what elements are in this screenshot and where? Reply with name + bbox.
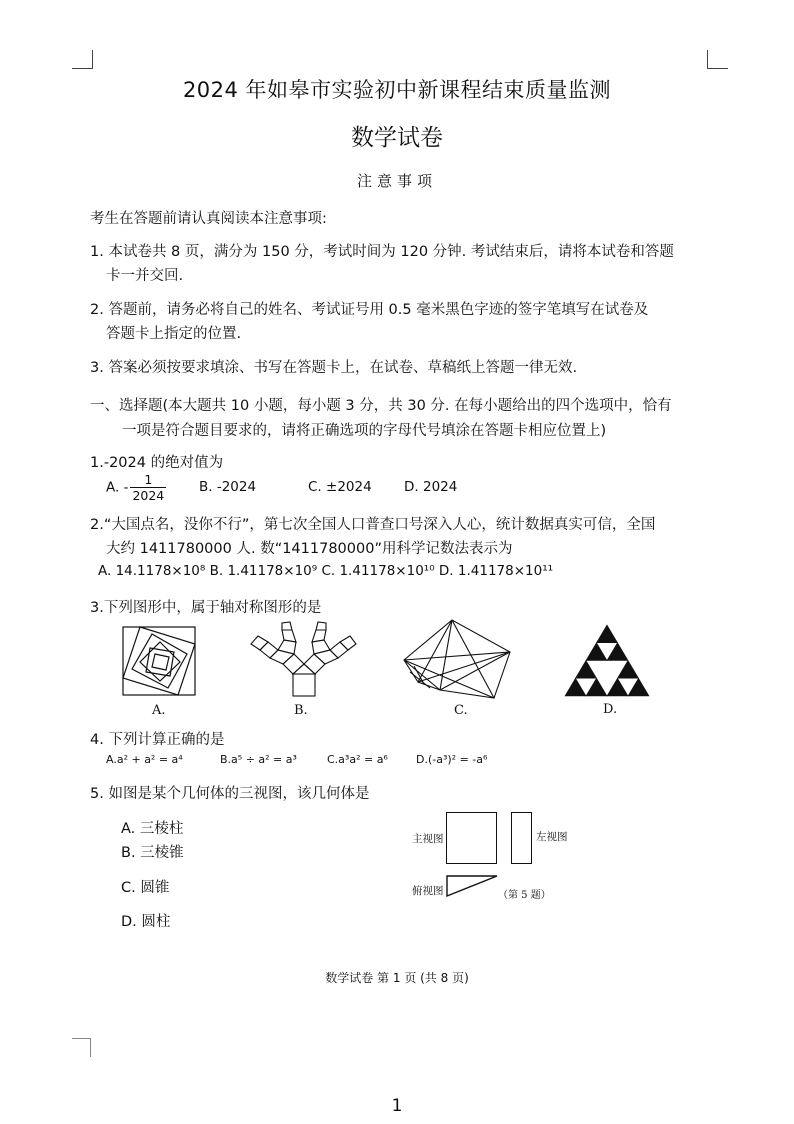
top-view-label: 俯视图 [412, 885, 444, 897]
sierpinski-piece [607, 678, 628, 696]
instruction-1-line1: 1. 本试卷共 8 页，满分为 150 分，考试时间为 120 分钟. 考试结束后，请将本试卷和答题 [90, 244, 674, 260]
tree-right-branch-2 [330, 642, 348, 658]
q3-figure-b [248, 620, 356, 700]
q1-option-c: C. ±2024 [308, 479, 372, 495]
q5-figure-caption: （第 5 题） [498, 890, 551, 901]
q3-figure-c [400, 618, 512, 700]
page-subtitle: 数学试卷 [351, 125, 443, 151]
page-title: 2024 年如皋市实验初中新课程结束质量监测 [182, 78, 612, 102]
sierpinski-piece [576, 661, 597, 679]
tree-triangle [293, 664, 315, 674]
sierpinski-piece [628, 678, 649, 696]
tree-right-branch-5 [312, 630, 326, 642]
q3-label-b: B. [294, 703, 308, 718]
tree-right-branch-6 [316, 622, 326, 630]
page-footer: 数学试卷 第 1 页 (共 8 页) [325, 971, 469, 985]
q3-figure-a [122, 626, 198, 698]
instruction-2-line2: 答题卡上指定的位置. [106, 326, 242, 342]
tree-left-square [283, 654, 304, 674]
q5-option-d: D. 圆柱 [121, 914, 171, 930]
notice-heading: 注意事项 [356, 172, 437, 190]
figure-c-spiral-1 [410, 672, 430, 688]
tree-trunk-square [293, 674, 315, 696]
section1-heading-line1: 一、选择题(本大题共 10 小题，每小题 3 分，共 30 分. 在每小题给出的四个选项中，恰有 [90, 398, 672, 414]
front-view-label: 主视图 [412, 833, 444, 845]
top-view-triangle-shape [447, 876, 497, 896]
fraction-denominator: 2024 [132, 488, 165, 503]
q4-option-a: A.a² + a² = a⁴ [106, 753, 183, 766]
q5-option-c: C. 圆锥 [121, 880, 170, 896]
figure-a-outer-square [123, 627, 195, 695]
tree-left-branch-3 [251, 636, 268, 650]
q4-option-b: B.a⁵ ÷ a² = a³ [220, 753, 297, 766]
crop-mark-top-left [72, 50, 93, 69]
sierpinski-piece [607, 643, 628, 661]
tree-left-branch-1 [270, 650, 294, 664]
sierpinski-piece [586, 643, 607, 661]
tree-right-branch-1 [314, 650, 338, 664]
q5-option-a: A. 三棱柱 [121, 821, 184, 837]
tree-right-square [304, 654, 325, 674]
section1-heading-line2: 一项是符合题目要求的，请将正确选项的字母代号填涂在答题卡相应位置上) [122, 423, 607, 439]
tree-left-branch-5 [282, 630, 296, 642]
q3-figure-d [565, 624, 649, 696]
q5-stem: 5. 如图是某个几何体的三视图，该几何体是 [90, 786, 370, 802]
top-view-triangle [446, 875, 498, 897]
tree-left-branch-2 [260, 642, 278, 658]
figure-c-diagonal-8 [404, 660, 440, 690]
sierpinski-piece [597, 625, 618, 643]
tree-right-branch-3 [340, 636, 356, 650]
q1-option-a-prefix: A. - [106, 479, 129, 496]
q2-line1: 2.“大国点名，没你不行”，第七次全国人口普查口号深入人心，统计数据真实可信，全国 [90, 517, 656, 533]
q4-stem: 4. 下列计算正确的是 [90, 732, 225, 748]
q3-stem: 3.下列图形中，属于轴对称图形的是 [90, 600, 322, 616]
figure-c-diagonal-4 [404, 660, 494, 698]
sierpinski-piece [565, 678, 586, 696]
q5-option-b: B. 三棱锥 [121, 845, 184, 861]
figure-a-square-2 [123, 627, 195, 695]
instruction-1-line2: 卡一并交回. [106, 268, 184, 284]
page-number: 1 [391, 1096, 403, 1116]
left-view-label: 左视图 [536, 831, 568, 843]
q1-stem: 1.-2024 的绝对值为 [90, 455, 224, 471]
front-view-rect [446, 812, 497, 864]
instruction-2-line1: 2. 答题前，请务必将自己的姓名、考试证号用 0.5 毫米黑色字迹的签字笔填写在试卷及 [90, 302, 649, 318]
q4-option-d: D.(-a³)² = -a⁶ [416, 753, 488, 766]
figure-a-square-6 [152, 654, 169, 670]
q4-option-c: C.a³a² = a⁶ [327, 753, 388, 766]
figure-a-square-4 [140, 642, 180, 681]
q2-line2: 大约 1411780000 人. 数“1411780000”用科学记数法表示为 [106, 541, 513, 557]
figure-c-diagonal-3 [404, 652, 510, 660]
sierpinski-piece [586, 678, 607, 696]
instruction-3: 3. 答案必须按要求填涂、书写在答题卡上，在试卷、草稿纸上答题一律无效. [90, 360, 578, 376]
q1-option-a [106, 472, 166, 503]
left-view-rect [511, 812, 532, 864]
tree-left-branch-6 [282, 622, 292, 630]
q3-label-a: A. [152, 703, 166, 718]
instructions-intro: 考生在答题前请认真阅读本注意事项: [90, 211, 327, 227]
q3-label-c: C. [454, 703, 468, 718]
crop-mark-bottom-left [72, 1038, 91, 1057]
q2-options: A. 14.1178×10⁸ B. 1.41178×10⁹ C. 1.41178×10¹⁰ D. 1.41178×10¹¹ [98, 563, 554, 579]
q1-option-a-fraction [130, 472, 166, 503]
fraction-numerator: 1 [130, 472, 166, 488]
q1-option-b: B. -2024 [199, 479, 257, 495]
crop-mark-top-right [707, 50, 728, 69]
sierpinski-piece [618, 661, 639, 679]
q1-option-d: D. 2024 [404, 479, 458, 495]
q3-label-d: D. [603, 702, 618, 717]
